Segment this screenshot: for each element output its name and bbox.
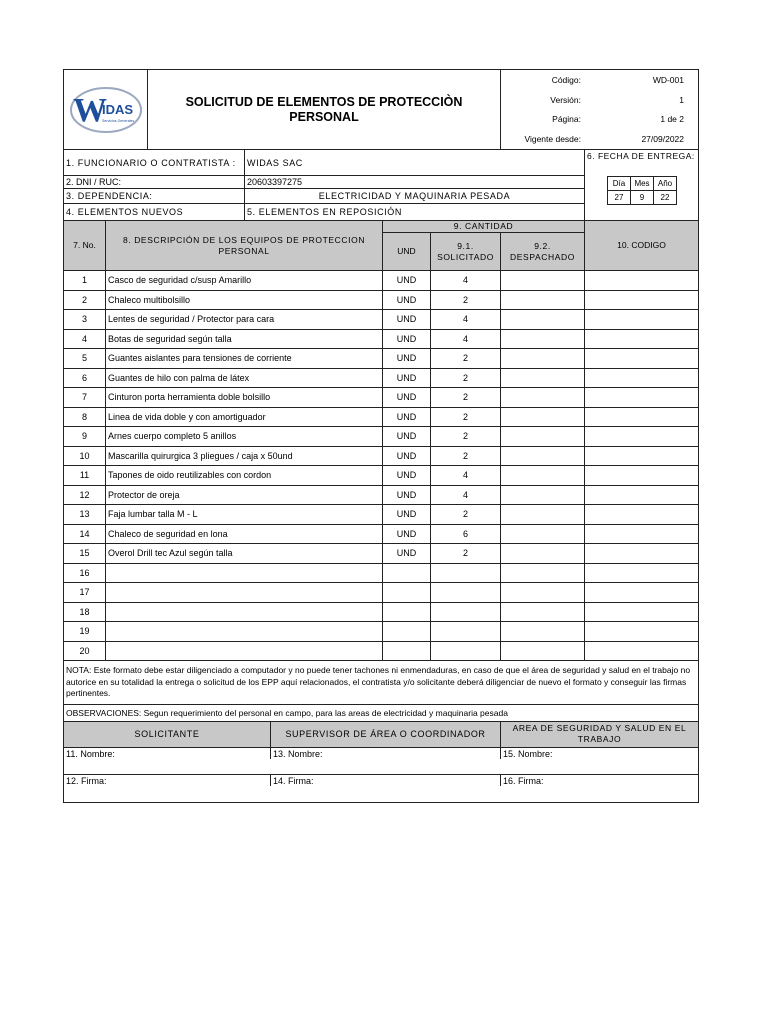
item-codigo[interactable] bbox=[585, 466, 698, 485]
item-unit[interactable] bbox=[383, 622, 431, 641]
item-despachado[interactable] bbox=[501, 544, 585, 563]
anio-header: Año bbox=[654, 177, 677, 191]
item-number: 4 bbox=[64, 330, 106, 349]
table-row bbox=[64, 642, 698, 662]
table-row bbox=[64, 447, 698, 467]
item-number: 14 bbox=[64, 525, 106, 544]
item-codigo[interactable] bbox=[585, 603, 698, 622]
observaciones-text[interactable]: OBSERVACIONES: Segun requerimiento del personal en campo, para las areas de electricidad y maquinaria pesada bbox=[64, 705, 698, 722]
firma-solicitante-field[interactable]: 12. Firma: bbox=[64, 775, 271, 786]
firma-area-field[interactable]: 16. Firma: bbox=[503, 775, 544, 786]
item-description[interactable]: Mascarilla quirurgica 3 pliegues / caja x 50und bbox=[106, 447, 383, 466]
item-description[interactable]: Chaleco de seguridad en lona bbox=[106, 525, 383, 544]
item-unit[interactable] bbox=[383, 603, 431, 622]
table-row bbox=[64, 486, 698, 506]
item-solicitado[interactable] bbox=[431, 622, 501, 641]
item-description[interactable] bbox=[106, 603, 383, 622]
item-codigo[interactable] bbox=[585, 642, 698, 661]
meta-version: Versión: 1 bbox=[550, 94, 684, 105]
item-unit[interactable] bbox=[383, 583, 431, 602]
item-despachado[interactable] bbox=[501, 525, 585, 544]
table-row bbox=[64, 408, 698, 428]
dia-header: Día bbox=[608, 177, 631, 191]
elementos-reposicion-label[interactable]: 5. ELEMENTOS EN REPOSICIÓN bbox=[247, 207, 402, 217]
svg-text:IDAS: IDAS bbox=[101, 101, 133, 117]
item-number: 12 bbox=[64, 486, 106, 505]
funcionario-value[interactable]: WIDAS SAC bbox=[247, 157, 303, 168]
item-number: 13 bbox=[64, 505, 106, 524]
dni-value[interactable]: 20603397275 bbox=[247, 177, 303, 187]
item-unit[interactable]: UND bbox=[383, 369, 431, 388]
item-unit[interactable] bbox=[383, 642, 431, 661]
widas-logo-icon bbox=[68, 84, 144, 136]
item-despachado[interactable] bbox=[501, 447, 585, 466]
item-despachado[interactable] bbox=[501, 291, 585, 310]
fecha-entrega-label: 6. FECHA DE ENTREGA: bbox=[587, 151, 695, 161]
table-row bbox=[64, 525, 698, 545]
item-unit[interactable] bbox=[383, 564, 431, 583]
table-row bbox=[64, 603, 698, 623]
item-despachado[interactable] bbox=[501, 505, 585, 524]
item-number: 2 bbox=[64, 291, 106, 310]
nota-text: NOTA: Este formato debe estar diligenciado a computador y no puede tener tachones ni enmendaduras, en caso de que el área de seguridad y salud en el trabajo no autorice en su totalidad la entrega o solicitud de los EPP aquí relacionados, el contratista y/o solicitante deberá diligenciar de nuevo el formato y conseguir las firmas pertinentes. bbox=[64, 661, 698, 705]
item-despachado[interactable] bbox=[501, 564, 585, 583]
item-unit[interactable]: UND bbox=[383, 466, 431, 485]
item-unit[interactable]: UND bbox=[383, 291, 431, 310]
item-description[interactable]: Linea de vida doble y con amortiguador bbox=[106, 408, 383, 427]
table-row bbox=[64, 310, 698, 330]
item-description[interactable]: Overol Drill tec Azul según talla bbox=[106, 544, 383, 563]
col-cantidad-header: 9. CANTIDAD bbox=[383, 221, 584, 233]
col-no-header: 7. No. bbox=[64, 221, 106, 270]
col-desc-header: 8. DESCRIPCIÓN DE LOS EQUIPOS DE PROTECCION PERSONAL bbox=[106, 221, 383, 270]
item-description[interactable]: Tapones de oido reutilizables con cordon bbox=[106, 466, 383, 485]
nombre-area-field[interactable]: 15. Nombre: bbox=[503, 748, 553, 759]
table-header bbox=[64, 221, 698, 271]
fecha-grid bbox=[607, 176, 677, 205]
form-header bbox=[64, 70, 698, 150]
meta-codigo: Código: WD-001 bbox=[551, 74, 684, 85]
item-number: 9 bbox=[64, 427, 106, 446]
solicitante-header: SOLICITANTE bbox=[64, 722, 271, 747]
item-despachado[interactable] bbox=[501, 310, 585, 329]
item-description[interactable]: Casco de seguridad c/susp Amarillo bbox=[106, 271, 383, 290]
firma-supervisor-field[interactable]: 14. Firma: bbox=[271, 775, 501, 786]
epp-request-form bbox=[63, 69, 699, 803]
item-number: 15 bbox=[64, 544, 106, 563]
item-solicitado[interactable]: 4 bbox=[431, 310, 501, 329]
item-codigo[interactable] bbox=[585, 447, 698, 466]
item-unit[interactable]: UND bbox=[383, 408, 431, 427]
item-codigo[interactable] bbox=[585, 310, 698, 329]
dependencia-value[interactable]: ELECTRICIDAD Y MAQUINARIA PESADA bbox=[318, 191, 511, 201]
svg-text:W: W bbox=[72, 91, 107, 129]
item-codigo[interactable] bbox=[585, 544, 698, 563]
form-title: SOLICITUD DE ELEMENTOS DE PROTECCIÒN PERSONAL bbox=[148, 70, 501, 149]
item-despachado[interactable] bbox=[501, 349, 585, 368]
item-codigo[interactable] bbox=[585, 369, 698, 388]
item-solicitado[interactable]: 4 bbox=[431, 486, 501, 505]
item-solicitado[interactable]: 2 bbox=[431, 349, 501, 368]
item-description[interactable]: Lentes de seguridad / Protector para cara bbox=[106, 310, 383, 329]
item-codigo[interactable] bbox=[585, 505, 698, 524]
item-solicitado[interactable]: 2 bbox=[431, 447, 501, 466]
item-number: 11 bbox=[64, 466, 106, 485]
signature-firmas bbox=[64, 775, 698, 802]
signature-names bbox=[64, 748, 698, 775]
item-codigo[interactable] bbox=[585, 622, 698, 641]
table-row bbox=[64, 291, 698, 311]
table-row bbox=[64, 466, 698, 486]
item-number: 17 bbox=[64, 583, 106, 602]
item-number: 8 bbox=[64, 408, 106, 427]
item-despachado[interactable] bbox=[501, 369, 585, 388]
item-unit[interactable]: UND bbox=[383, 427, 431, 446]
item-solicitado[interactable]: 2 bbox=[431, 544, 501, 563]
item-unit[interactable]: UND bbox=[383, 388, 431, 407]
item-unit[interactable]: UND bbox=[383, 310, 431, 329]
item-number: 18 bbox=[64, 603, 106, 622]
mes-header: Mes bbox=[631, 177, 654, 191]
item-unit[interactable]: UND bbox=[383, 447, 431, 466]
item-solicitado[interactable] bbox=[431, 583, 501, 602]
item-solicitado[interactable]: 2 bbox=[431, 427, 501, 446]
item-description[interactable] bbox=[106, 564, 383, 583]
item-description[interactable] bbox=[106, 622, 383, 641]
item-codigo[interactable] bbox=[585, 388, 698, 407]
item-description[interactable]: Botas de seguridad según talla bbox=[106, 330, 383, 349]
item-description[interactable] bbox=[106, 583, 383, 602]
item-codigo[interactable] bbox=[585, 330, 698, 349]
item-unit[interactable]: UND bbox=[383, 349, 431, 368]
item-description[interactable]: Guantes aislantes para tensiones de corriente bbox=[106, 349, 383, 368]
dependencia-label: 3. DEPENDENCIA: bbox=[64, 189, 245, 203]
info-block bbox=[64, 150, 698, 221]
item-codigo[interactable] bbox=[585, 525, 698, 544]
meta-vigente: Vigente desde: 27/09/2022 bbox=[524, 134, 684, 145]
table-row bbox=[64, 564, 698, 584]
item-solicitado[interactable]: 2 bbox=[431, 291, 501, 310]
funcionario-label: 1. FUNCIONARIO O CONTRATISTA : bbox=[64, 150, 245, 175]
area-sst-header: AREA DE SEGURIDAD Y SALUD EN EL TRABAJO bbox=[512, 723, 687, 744]
table-row bbox=[64, 622, 698, 642]
item-number: 6 bbox=[64, 369, 106, 388]
item-number: 19 bbox=[64, 622, 106, 641]
item-despachado[interactable] bbox=[501, 271, 585, 290]
item-number: 20 bbox=[64, 642, 106, 661]
item-unit[interactable]: UND bbox=[383, 505, 431, 524]
item-despachado[interactable] bbox=[501, 642, 585, 661]
dia-value[interactable]: 27 bbox=[608, 191, 631, 205]
item-unit[interactable]: UND bbox=[383, 486, 431, 505]
nombre-solicitante-field[interactable]: 11. Nombre: bbox=[64, 748, 271, 759]
mes-value[interactable]: 9 bbox=[631, 191, 654, 205]
item-codigo[interactable] bbox=[585, 349, 698, 368]
item-codigo[interactable] bbox=[585, 486, 698, 505]
cantidad-group bbox=[383, 221, 585, 270]
anio-value[interactable]: 22 bbox=[654, 191, 677, 205]
meta-pagina: Página: 1 de 2 bbox=[552, 114, 684, 125]
item-solicitado[interactable]: 2 bbox=[431, 505, 501, 524]
item-solicitado[interactable] bbox=[431, 642, 501, 661]
col-solicitado-header: 9.1. SOLICITADO bbox=[431, 233, 501, 270]
item-number: 7 bbox=[64, 388, 106, 407]
table-row bbox=[64, 427, 698, 447]
nombre-supervisor-field[interactable]: 13. Nombre: bbox=[271, 748, 501, 759]
item-codigo[interactable] bbox=[585, 427, 698, 446]
table-row bbox=[64, 349, 698, 369]
item-unit[interactable]: UND bbox=[383, 330, 431, 349]
item-codigo[interactable] bbox=[585, 564, 698, 583]
item-solicitado[interactable]: 2 bbox=[431, 408, 501, 427]
item-codigo[interactable] bbox=[585, 408, 698, 427]
item-solicitado[interactable]: 2 bbox=[431, 388, 501, 407]
item-description[interactable]: Cinturon porta herramienta doble bolsillo bbox=[106, 388, 383, 407]
col-und-header: UND bbox=[383, 233, 431, 270]
elementos-nuevos-label[interactable]: 4. ELEMENTOS NUEVOS bbox=[64, 204, 245, 220]
item-unit[interactable]: UND bbox=[383, 271, 431, 290]
document-meta bbox=[501, 70, 698, 149]
table-row bbox=[64, 369, 698, 389]
item-codigo[interactable] bbox=[585, 271, 698, 290]
item-description[interactable]: Arnes cuerpo completo 5 anillos bbox=[106, 427, 383, 446]
table-row bbox=[64, 505, 698, 525]
item-description[interactable]: Chaleco multibolsillo bbox=[106, 291, 383, 310]
svg-text:Servicios Generales: Servicios Generales bbox=[101, 118, 134, 123]
item-unit[interactable]: UND bbox=[383, 544, 431, 563]
items-table bbox=[64, 271, 698, 661]
item-despachado[interactable] bbox=[501, 622, 585, 641]
item-description[interactable] bbox=[106, 642, 383, 661]
table-row bbox=[64, 583, 698, 603]
item-number: 5 bbox=[64, 349, 106, 368]
item-description[interactable]: Guantes de hilo con palma de látex bbox=[106, 369, 383, 388]
item-solicitado[interactable]: 2 bbox=[431, 369, 501, 388]
item-despachado[interactable] bbox=[501, 583, 585, 602]
item-despachado[interactable] bbox=[501, 427, 585, 446]
item-despachado[interactable] bbox=[501, 330, 585, 349]
item-solicitado[interactable] bbox=[431, 564, 501, 583]
item-number: 3 bbox=[64, 310, 106, 329]
supervisor-header: SUPERVISOR DE ÁREA O COORDINADOR bbox=[271, 722, 501, 747]
table-row bbox=[64, 271, 698, 291]
item-description[interactable]: Protector de oreja bbox=[106, 486, 383, 505]
item-codigo[interactable] bbox=[585, 291, 698, 310]
item-codigo[interactable] bbox=[585, 583, 698, 602]
item-unit[interactable]: UND bbox=[383, 525, 431, 544]
item-solicitado[interactable]: 4 bbox=[431, 330, 501, 349]
item-despachado[interactable] bbox=[501, 486, 585, 505]
item-solicitado[interactable]: 4 bbox=[431, 271, 501, 290]
item-solicitado[interactable] bbox=[431, 603, 501, 622]
fecha-entrega bbox=[585, 150, 698, 220]
item-despachado[interactable] bbox=[501, 603, 585, 622]
item-number: 16 bbox=[64, 564, 106, 583]
table-row bbox=[64, 544, 698, 564]
col-despachado-header: 9.2. DESPACHADO bbox=[510, 240, 575, 262]
item-description[interactable]: Faja lumbar talla M - L bbox=[106, 505, 383, 524]
item-number: 10 bbox=[64, 447, 106, 466]
item-despachado[interactable] bbox=[501, 466, 585, 485]
company-logo bbox=[64, 70, 148, 149]
dni-label: 2. DNI / RUC: bbox=[64, 176, 245, 188]
item-despachado[interactable] bbox=[501, 388, 585, 407]
signature-header bbox=[64, 722, 698, 748]
item-despachado[interactable] bbox=[501, 408, 585, 427]
item-solicitado[interactable]: 6 bbox=[431, 525, 501, 544]
col-codigo-header: 10. CODIGO bbox=[617, 240, 666, 250]
item-number: 1 bbox=[64, 271, 106, 290]
item-solicitado[interactable]: 4 bbox=[431, 466, 501, 485]
table-row bbox=[64, 388, 698, 408]
table-row bbox=[64, 330, 698, 350]
